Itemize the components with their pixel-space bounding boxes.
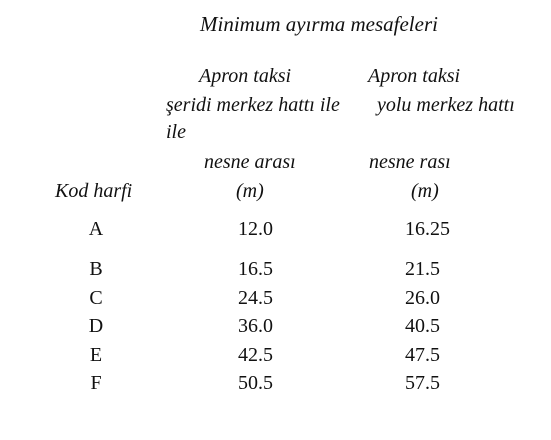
col2-header-line-1: Apron taksi xyxy=(368,65,461,87)
row-a-col2: 16.25 xyxy=(405,218,450,240)
col1-header-line-4: nesne arası xyxy=(204,151,296,173)
col2-header-line-2: yolu merkez hattı xyxy=(377,94,515,116)
row-d-col1: 36.0 xyxy=(238,315,273,337)
col2-header-line-3: nesne rası xyxy=(369,151,451,173)
row-c-col2: 26.0 xyxy=(405,287,440,309)
row-d-code: D xyxy=(88,315,104,337)
row-e-col2: 47.5 xyxy=(405,344,440,366)
row-b-col2: 21.5 xyxy=(405,258,440,280)
row-c-col1: 24.5 xyxy=(238,287,273,309)
row-b-code: B xyxy=(89,258,103,280)
col2-unit: (m) xyxy=(411,180,439,202)
row-a-col1: 12.0 xyxy=(238,218,273,240)
col1-header-line-2: şeridi merkez hattı ile xyxy=(166,94,340,116)
code-header: Kod harfi xyxy=(55,180,133,202)
row-b-col1: 16.5 xyxy=(238,258,273,280)
row-e-code: E xyxy=(89,344,103,366)
row-e-col1: 42.5 xyxy=(238,344,273,366)
row-a-code: A xyxy=(88,218,104,240)
row-f-col2: 57.5 xyxy=(405,372,440,394)
row-c-code: C xyxy=(89,287,103,309)
col1-unit: (m) xyxy=(236,180,264,202)
row-d-col2: 40.5 xyxy=(405,315,440,337)
col1-header-line-3: ile xyxy=(166,121,186,143)
row-f-col1: 50.5 xyxy=(238,372,273,394)
col1-header-line-1: Apron taksi xyxy=(199,65,292,87)
row-f-code: F xyxy=(90,372,102,394)
table-title: Minimum ayırma mesafeleri xyxy=(200,12,438,36)
